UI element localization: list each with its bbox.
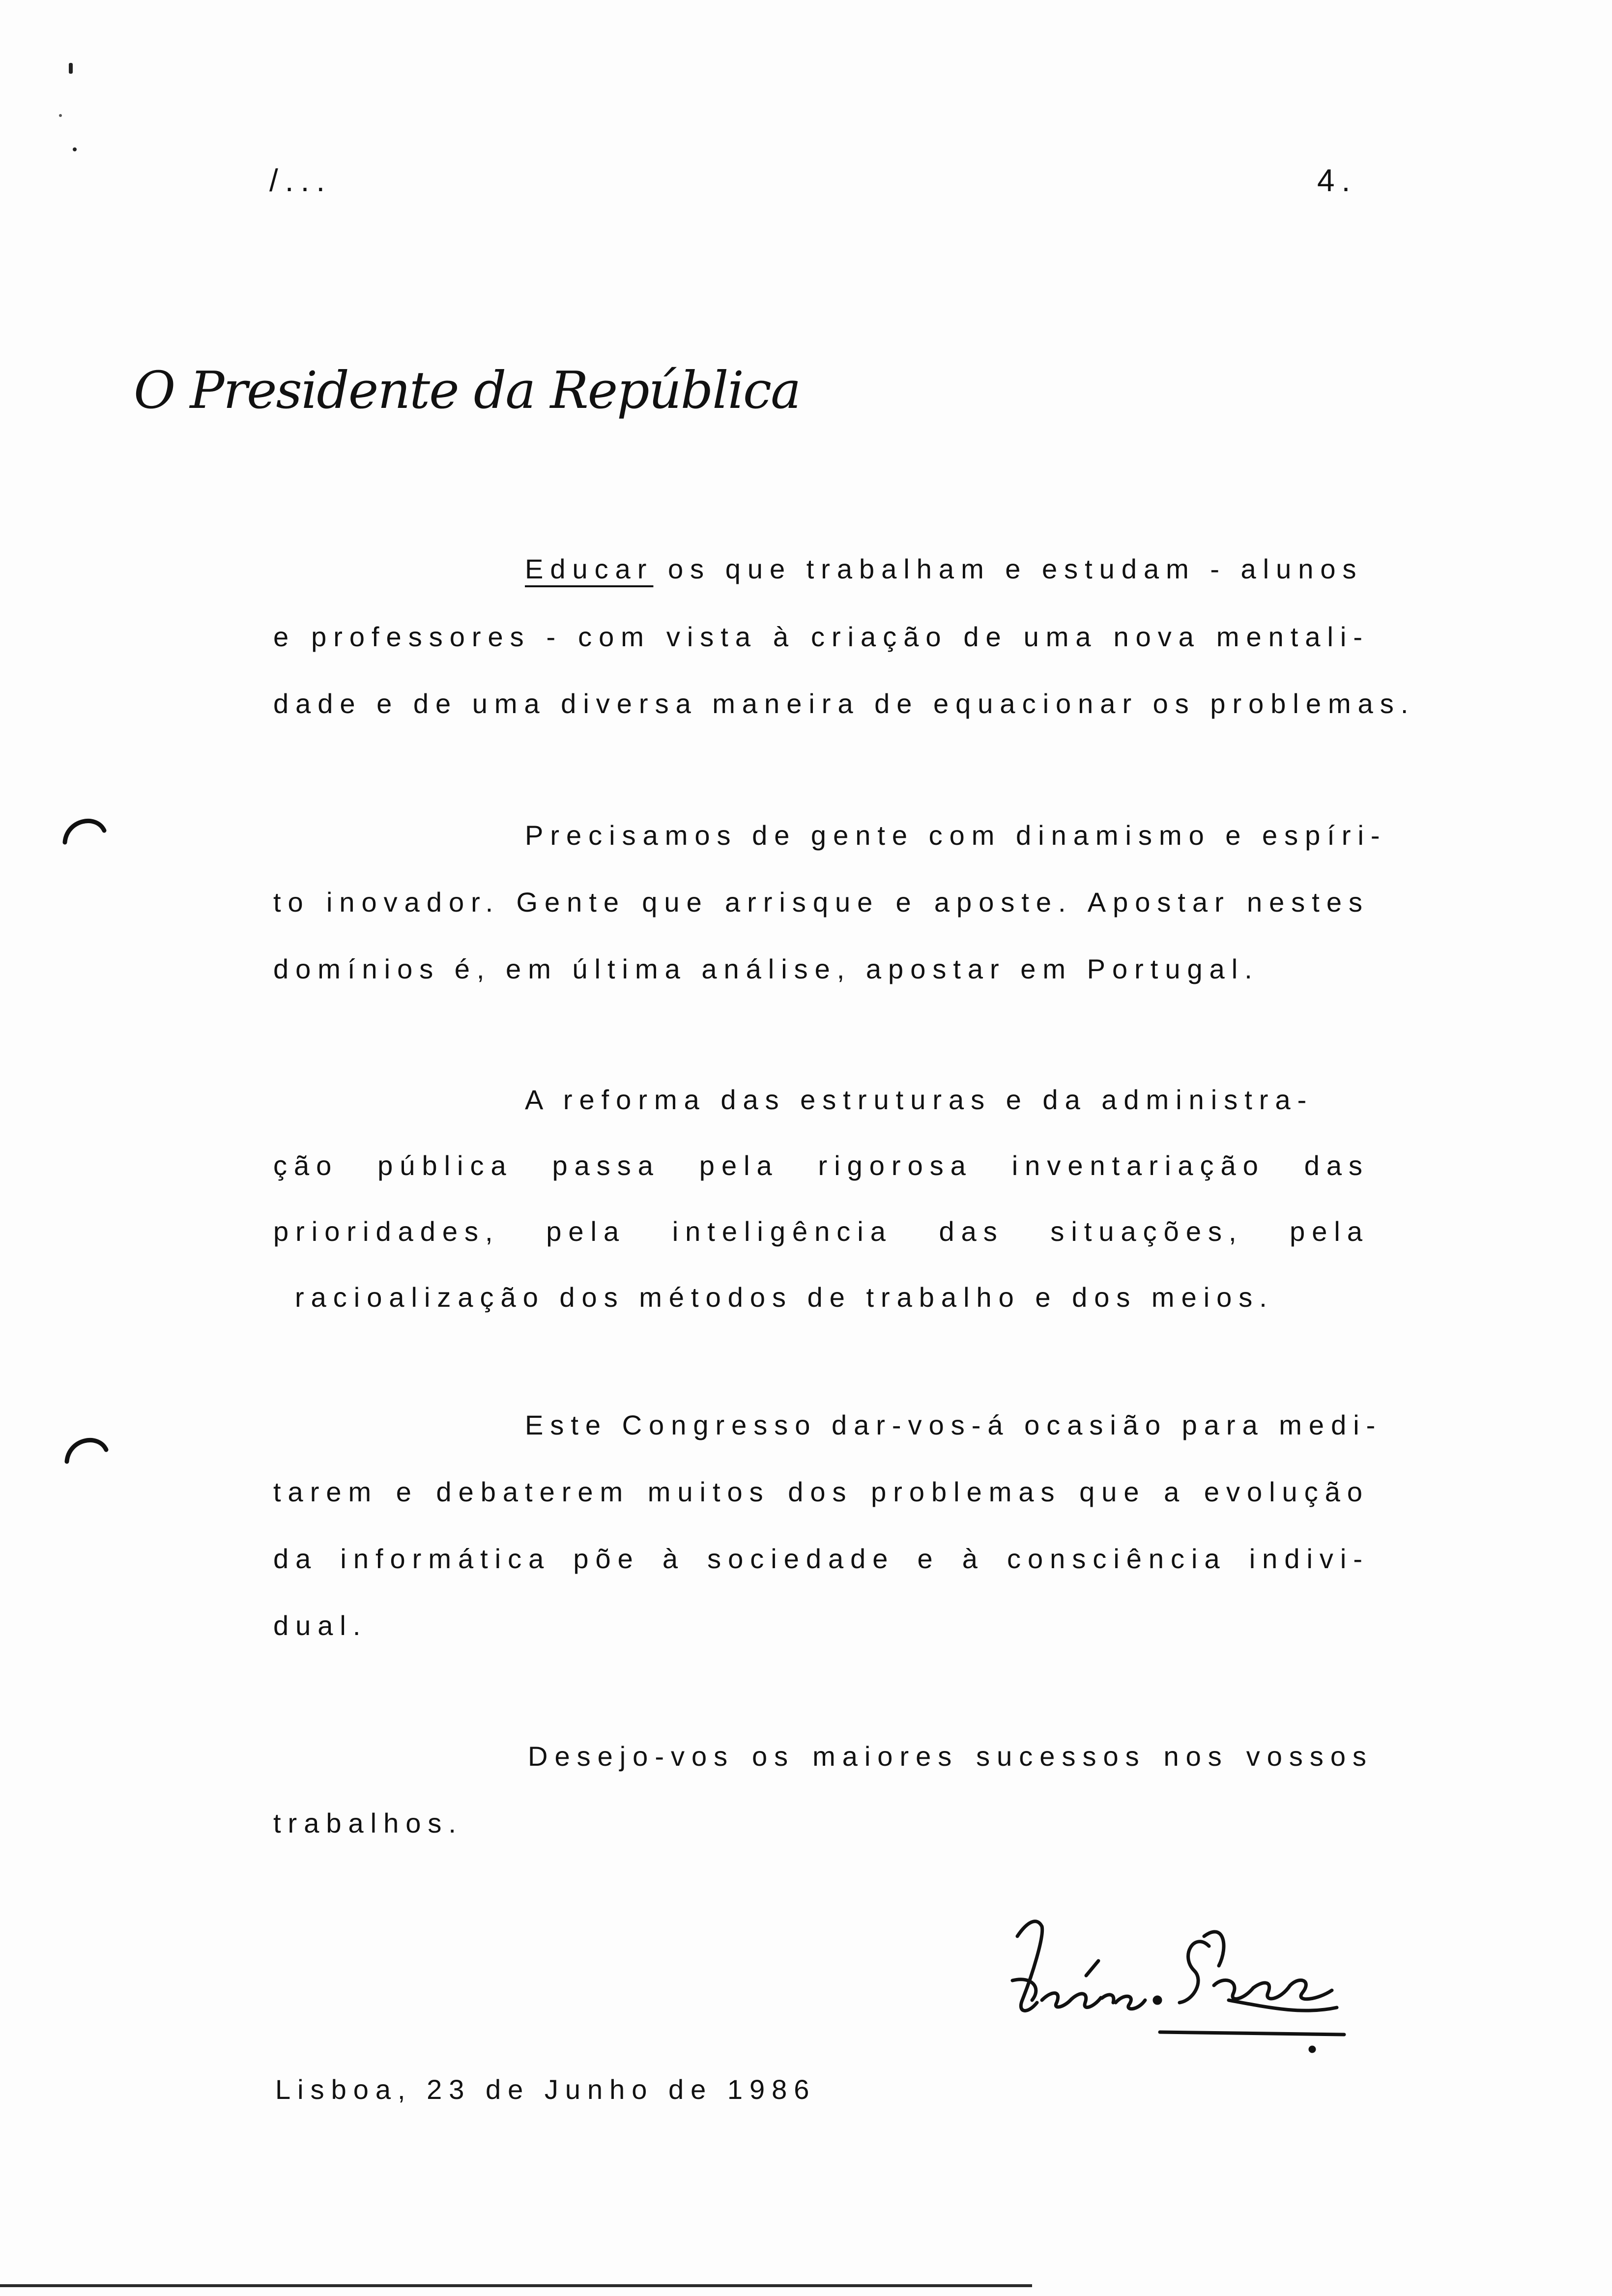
place-date: Lisboa, 23 de Junho de 1986 (275, 2074, 816, 2105)
scan-edge-line (0, 2284, 1032, 2287)
page-number: 4. (1317, 163, 1357, 198)
handwritten-signature (998, 1902, 1352, 2059)
p3-line2: ção pública passa pela rigorosa inventariação das (273, 1150, 1369, 1181)
p4-line4: dual. (273, 1610, 368, 1641)
p5-line1: Desejo-vos os maiores sucessos nos vossos (528, 1741, 1373, 1772)
p2-line1: Precisamos de gente com dinamismo e espíri- (525, 820, 1387, 851)
p1-line2: e professores - com vista à criação de uma nova mentali- (273, 621, 1369, 652)
scan-speck (73, 147, 77, 151)
p4-line2: tarem e debaterem muitos dos problemas que a evolução (273, 1476, 1369, 1507)
p3-line4: racioalização dos métodos de trabalho e dos meios. (295, 1282, 1274, 1313)
p1-line3: dade e de uma diversa maneira de equacionar os problemas. (273, 688, 1415, 719)
p3-line1: A reforma das estruturas e da administra- (525, 1084, 1314, 1115)
p2-line2: to inovador. Gente que arrisque e aposte. Apostar nestes (273, 887, 1369, 918)
svg-text:O Presidente da República: O Presidente da República (134, 360, 801, 420)
p4-line3: da informática põe à sociedade e à consciência indivi- (273, 1543, 1369, 1574)
p1-line1 (525, 555, 1363, 583)
p4-line1: Este Congresso dar-vos-á ocasião para medi- (525, 1409, 1382, 1440)
p3-line3: prioridades, pela inteligência das situações, pela (273, 1216, 1369, 1247)
emphasized-word: Educar (525, 553, 654, 584)
p2-line3: domínios é, em última análise, apostar em Portugal. (273, 953, 1259, 984)
p1-line1-rest: os que trabalham e estudam - alunos (653, 553, 1363, 584)
punch-hole-shadow (62, 811, 106, 845)
letterhead-script (129, 344, 801, 442)
p5-line2: trabalhos. (273, 1808, 463, 1838)
punch-hole-shadow (64, 1430, 108, 1464)
scan-speck (59, 114, 62, 117)
scan-speck (69, 63, 73, 74)
continuation-mark: /... (269, 163, 332, 198)
